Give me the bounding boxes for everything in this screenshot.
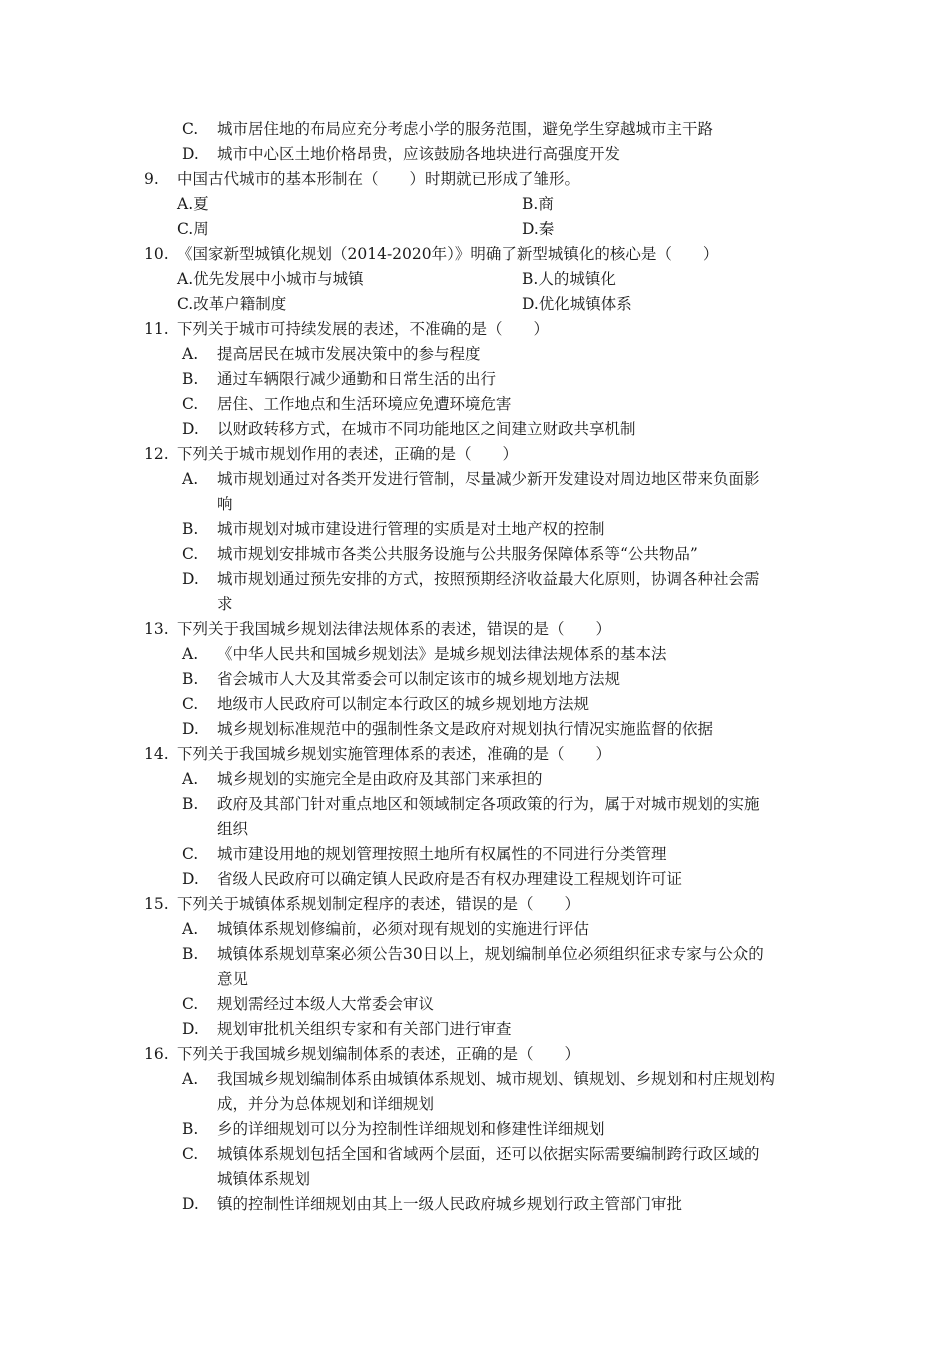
option-text: 城市中心区土地价格昂贵，应该鼓励各地块进行高强度开发 [217,145,621,163]
question-number: 10. [144,245,169,263]
option-text: 《中华人民共和国城乡规划法》是城乡规划法律法规体系的基本法 [217,645,667,663]
question-text: 下列关于城市可持续发展的表述，不准确的是（ ） [177,320,550,338]
option-text: 地级市人民政府可以制定本行政区的城乡规划地方法规 [217,695,590,713]
question-number: 9. [144,170,159,188]
option-letter: D. [182,720,199,738]
option-text: 城乡规划标准规范中的强制性条文是政府对规划执行情况实施监督的依据 [217,720,714,738]
option-letter: B. [182,520,199,538]
option-text: 通过车辆限行减少通勤和日常生活的出行 [217,370,497,388]
question-number: 13. [144,620,169,638]
q9-option-c: C.周 [177,220,209,238]
option-text: 规划需经过本级人大常委会审议 [217,995,435,1013]
option-letter: A. [182,345,199,363]
q10-option-c: C.改革户籍制度 [177,295,287,313]
question-number: 11. [144,320,169,338]
option-text: 省级人民政府可以确定镇人民政府是否有权办理建设工程规划许可证 [217,870,683,888]
option-text: 城镇体系规划修编前，必须对现有规划的实施进行评估 [217,920,590,938]
option-letter: A. [182,1070,199,1088]
question-text: 下列关于我国城乡规划编制体系的表述，正确的是（ ） [177,1045,581,1063]
q10-option-d: D.优化城镇体系 [522,295,632,313]
q10-option-a: A.优先发展中小城市与城镇 [177,270,364,288]
question-number: 16. [144,1045,169,1063]
option-text: 城市规划对城市建设进行管理的实质是对土地产权的控制 [217,520,605,538]
option-text: 镇的控制性详细规划由其上一级人民政府城乡规划行政主管部门审批 [217,1195,683,1213]
option-letter: D. [182,870,199,888]
q9-option-a: A.夏 [177,195,209,213]
option-text: 省会城市人大及其常委会可以制定该市的城乡规划地方法规 [217,670,621,688]
question-text: 中国古代城市的基本形制在（ ）时期就已形成了雏形。 [177,170,581,188]
option-text: 城市规划安排城市各类公共服务设施与公共服务保障体系等“公共物品” [217,545,698,563]
question-text: 《国家新型城镇化规划（2014-2020年）》明确了新型城镇化的核心是（ ） [177,245,719,263]
question-text: 下列关于我国城乡规划实施管理体系的表述，准确的是（ ） [177,745,612,763]
option-letter: D. [182,420,199,438]
option-text-continuation: 成，并分为总体规划和详细规划 [217,1095,435,1113]
option-text: 乡的详细规划可以分为控制性详细规划和修建性详细规划 [217,1120,605,1138]
option-text: 城镇体系规划包括全国和省域两个层面，还可以依据实际需要编制跨行政区域的 [217,1145,760,1163]
option-letter: A. [182,770,199,788]
option-text: 居住、工作地点和生活环境应免遭环境危害 [217,395,512,413]
question-number: 14. [144,745,169,763]
option-text: 城镇体系规划草案必须公告30日以上，规划编制单位必须组织征求专家与公众的 [217,945,764,963]
option-text: 城市规划通过预先安排的方式，按照预期经济收益最大化原则，协调各种社会需 [217,570,760,588]
question-text: 下列关于我国城乡规划法律法规体系的表述，错误的是（ ） [177,620,612,638]
question-number: 12. [144,445,169,463]
option-letter: B. [182,795,199,813]
option-letter: C. [182,545,199,563]
option-text-continuation: 响 [217,495,233,513]
option-text: 政府及其部门针对重点地区和领域制定各项政策的行为，属于对城市规划的实施 [217,795,760,813]
option-letter: A. [182,645,199,663]
q9-option-b: B.商 [522,195,554,213]
option-text: 我国城乡规划编制体系由城镇体系规划、城市规划、镇规划、乡规划和村庄规划构 [217,1070,776,1088]
option-text: 城市居住地的布局应充分考虑小学的服务范围，避免学生穿越城市主干路 [217,120,714,138]
q9-option-d: D.秦 [522,220,555,238]
option-letter: C. [182,395,199,413]
option-letter: C. [182,845,199,863]
option-letter: C. [182,995,199,1013]
option-letter: D. [182,145,199,163]
option-text-continuation: 组织 [217,820,249,838]
option-text: 以财政转移方式，在城市不同功能地区之间建立财政共享机制 [217,420,636,438]
option-letter: C. [182,695,199,713]
option-letter: C. [182,1145,199,1163]
option-text: 规划审批机关组织专家和有关部门进行审查 [217,1020,512,1038]
q10-option-b: B.人的城镇化 [522,270,616,288]
question-text: 下列关于城市规划作用的表述，正确的是（ ） [177,445,519,463]
option-letter: C. [182,120,199,138]
option-letter: B. [182,945,199,963]
option-letter: D. [182,1020,199,1038]
option-text-continuation: 意见 [217,970,249,988]
option-letter: D. [182,570,199,588]
option-text: 城乡规划的实施完全是由政府及其部门来承担的 [217,770,543,788]
option-letter: B. [182,370,199,388]
question-text: 下列关于城镇体系规划制定程序的表述，错误的是（ ） [177,895,581,913]
option-letter: B. [182,670,199,688]
option-text-continuation: 求 [217,595,233,613]
option-letter: B. [182,1120,199,1138]
option-text: 城市建设用地的规划管理按照土地所有权属性的不同进行分类管理 [217,845,667,863]
question-number: 15. [144,895,169,913]
option-letter: A. [182,470,199,488]
option-text: 提高居民在城市发展决策中的参与程度 [217,345,481,363]
option-text: 城市规划通过对各类开发进行管制，尽量减少新开发建设对周边地区带来负面影 [217,470,760,488]
option-letter: A. [182,920,199,938]
option-letter: D. [182,1195,199,1213]
option-text-continuation: 城镇体系规划 [217,1170,311,1188]
